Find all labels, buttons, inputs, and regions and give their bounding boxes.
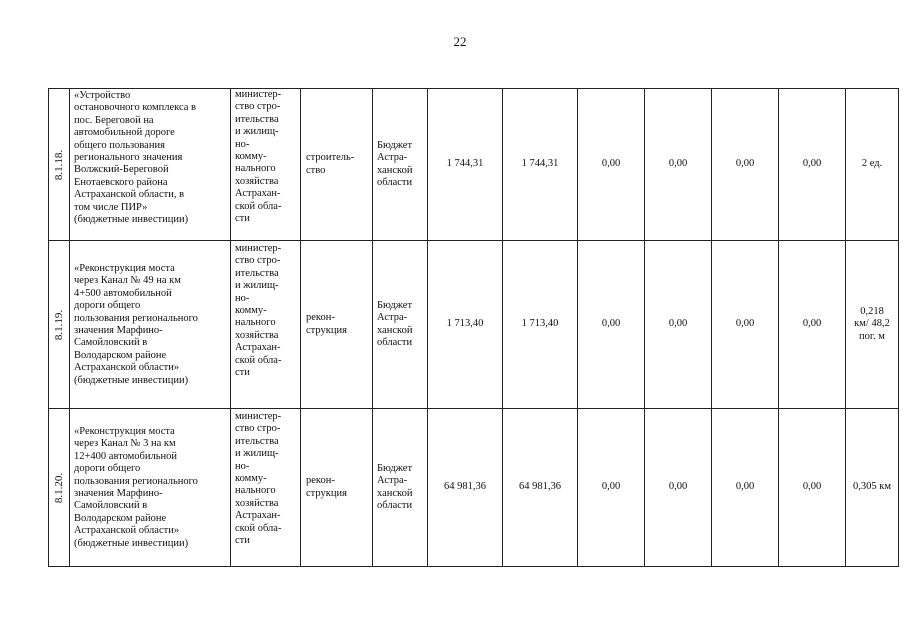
project-name-line: Володарском районе [74,349,167,361]
row-number: 8.1.20. [52,472,65,503]
project-name-line: пос. Береговой на [74,114,154,126]
project-name-line: Самойловский в [74,337,148,349]
project-name-line: Астраханской области» [74,525,180,537]
executor-line: и жилищ- [235,448,279,460]
year-amount: 0,00 [578,409,645,567]
funding-source-line: ханской [377,164,413,176]
page-number: 22 [453,34,467,49]
year-amount: 0,00 [712,409,779,567]
project-name-line: автомобильной дороге [74,127,175,139]
work-type-cell [301,409,373,567]
project-name-line: дороги общего [74,463,141,475]
project-name-line: (бюджетные инвестиции) [74,537,189,549]
row-number-cell [49,409,70,567]
table-row [49,409,899,567]
row-number-cell [49,241,70,409]
funding-source-line: Астра- [377,152,408,164]
project-name-line: 12+400 автомобильной [74,450,178,462]
funding-source-line: Астра- [377,475,408,487]
funding-source-line: ханской [377,487,413,499]
project-name-line: Володарском районе [74,512,167,524]
budget-table [48,88,899,567]
executor-line: ской обла- [235,522,282,534]
executor-line: комму- [235,473,267,485]
year-amount: 0,00 [645,89,712,241]
year-amount: 1 713,40 [503,241,578,409]
result-cell [846,89,899,241]
executor-line: Астрахан- [235,510,281,522]
executor-line: хозяйства [235,329,279,341]
executor-line: нального [235,163,276,175]
executor-cell [231,89,301,241]
project-name-line: (бюджетные инвестиции) [74,214,189,226]
project-name-line: «Реконструкция моста [74,262,175,274]
executor-line: но- [235,138,250,150]
result-line: 2 ед. [861,158,883,170]
funding-source-cell [373,409,428,567]
work-type-cell [301,89,373,241]
year-amount: 64 981,36 [503,409,578,567]
result-line: пог. м [859,330,885,342]
executor-line: министер- [235,89,282,100]
work-type-cell [301,241,373,409]
project-name-line: Самойловский в [74,500,148,512]
project-name-line: значения Марфино- [74,488,163,499]
work-type-line: струкция [306,487,347,499]
executor-cell [231,241,301,409]
total-amount: 1 744,31 [428,89,503,241]
year-amount: 0,00 [645,409,712,567]
executor-line: ской обла- [235,200,282,212]
project-name-line: пользования регионального [74,312,198,324]
executor-line: ительства [235,113,279,125]
project-name-line: «Устройство [74,90,131,101]
project-name-line: Волжский-Береговой [74,164,169,176]
funding-source-line: ханской [377,324,413,336]
executor-line: министер- [235,243,282,254]
executor-line: сти [235,535,250,547]
funding-source-line: Бюджет [377,299,413,311]
executor-line: ство стро- [235,255,281,267]
table-row [49,89,899,241]
year-amount: 0,00 [578,89,645,241]
executor-line: комму- [235,151,267,163]
row-number: 8.1.18. [52,149,65,180]
funding-source-line: области [377,336,413,348]
executor-line: но- [235,460,250,472]
project-name-line: через Канал № 49 на км [74,275,181,287]
executor-line: но- [235,292,250,304]
year-amount: 0,00 [578,241,645,409]
project-name-cell [70,241,231,409]
project-name-line: пользования регионального [74,475,198,487]
executor-line: ство стро- [235,423,281,435]
result-cell [846,241,899,409]
result-line: 0,305 км [853,481,891,493]
executor-line: комму- [235,305,267,317]
total-amount: 64 981,36 [428,409,503,567]
work-type-line: строитель- [306,152,355,164]
executor-line: Астрахан- [235,188,281,200]
year-amount: 0,00 [712,89,779,241]
year-amount: 0,00 [645,241,712,409]
table-row [49,241,899,409]
result-line: 0,218 [860,305,884,317]
executor-line: министер- [235,411,282,422]
work-type-line: струкция [306,324,347,336]
funding-source-line: области [377,499,413,511]
project-name-line: том числе ПИР» [74,201,148,213]
work-type-line: рекон- [306,312,335,324]
executor-line: сти [235,367,250,379]
executor-line: хозяйства [235,497,279,509]
executor-line: ительства [235,267,279,279]
project-name-line: остановочного комплекса в [74,102,197,114]
project-name-line: Астраханской области» [74,362,180,374]
executor-line: ительства [235,435,279,447]
year-amount: 0,00 [779,241,846,409]
year-amount: 0,00 [712,241,779,409]
work-type-line: ство [306,164,326,176]
project-name-line: через Канал № 3 на км [74,438,176,450]
executor-line: нального [235,485,276,497]
project-name-line: общего пользования [74,139,165,151]
project-name-line: дороги общего [74,300,141,312]
executor-line: нального [235,317,276,329]
executor-line: Астрахан- [235,342,281,354]
year-amount: 1 744,31 [503,89,578,241]
executor-line: и жилищ- [235,126,279,138]
executor-line: и жилищ- [235,280,279,292]
project-name-line: Енотаевского района [74,176,168,188]
executor-line: ской обла- [235,354,282,366]
funding-source-line: области [377,176,413,188]
row-number-cell [49,89,70,241]
result-cell [846,409,899,567]
total-amount: 1 713,40 [428,241,503,409]
project-name-cell [70,89,231,241]
project-name-cell [70,409,231,567]
funding-source-line: Бюджет [377,462,413,474]
year-amount: 0,00 [779,409,846,567]
project-name-line: (бюджетные инвестиции) [74,374,189,386]
funding-source-cell [373,89,428,241]
funding-source-cell [373,241,428,409]
row-number: 8.1.19. [52,309,65,340]
result-line: км/ 48,2 [854,318,890,330]
project-name-line: Астраханской области, в [74,189,185,201]
funding-source-line: Бюджет [377,139,413,151]
executor-cell [231,409,301,567]
executor-line: хозяйства [235,175,279,187]
executor-line: ство стро- [235,101,281,113]
executor-line: сти [235,213,250,225]
project-name-line: 4+500 автомобильной [74,287,172,299]
project-name-line: регионального значения [74,152,183,164]
project-name-line: «Реконструкция моста [74,425,175,437]
year-amount: 0,00 [779,89,846,241]
funding-source-line: Астра- [377,312,408,324]
work-type-line: рекон- [306,475,335,487]
project-name-line: значения Марфино- [74,325,163,336]
